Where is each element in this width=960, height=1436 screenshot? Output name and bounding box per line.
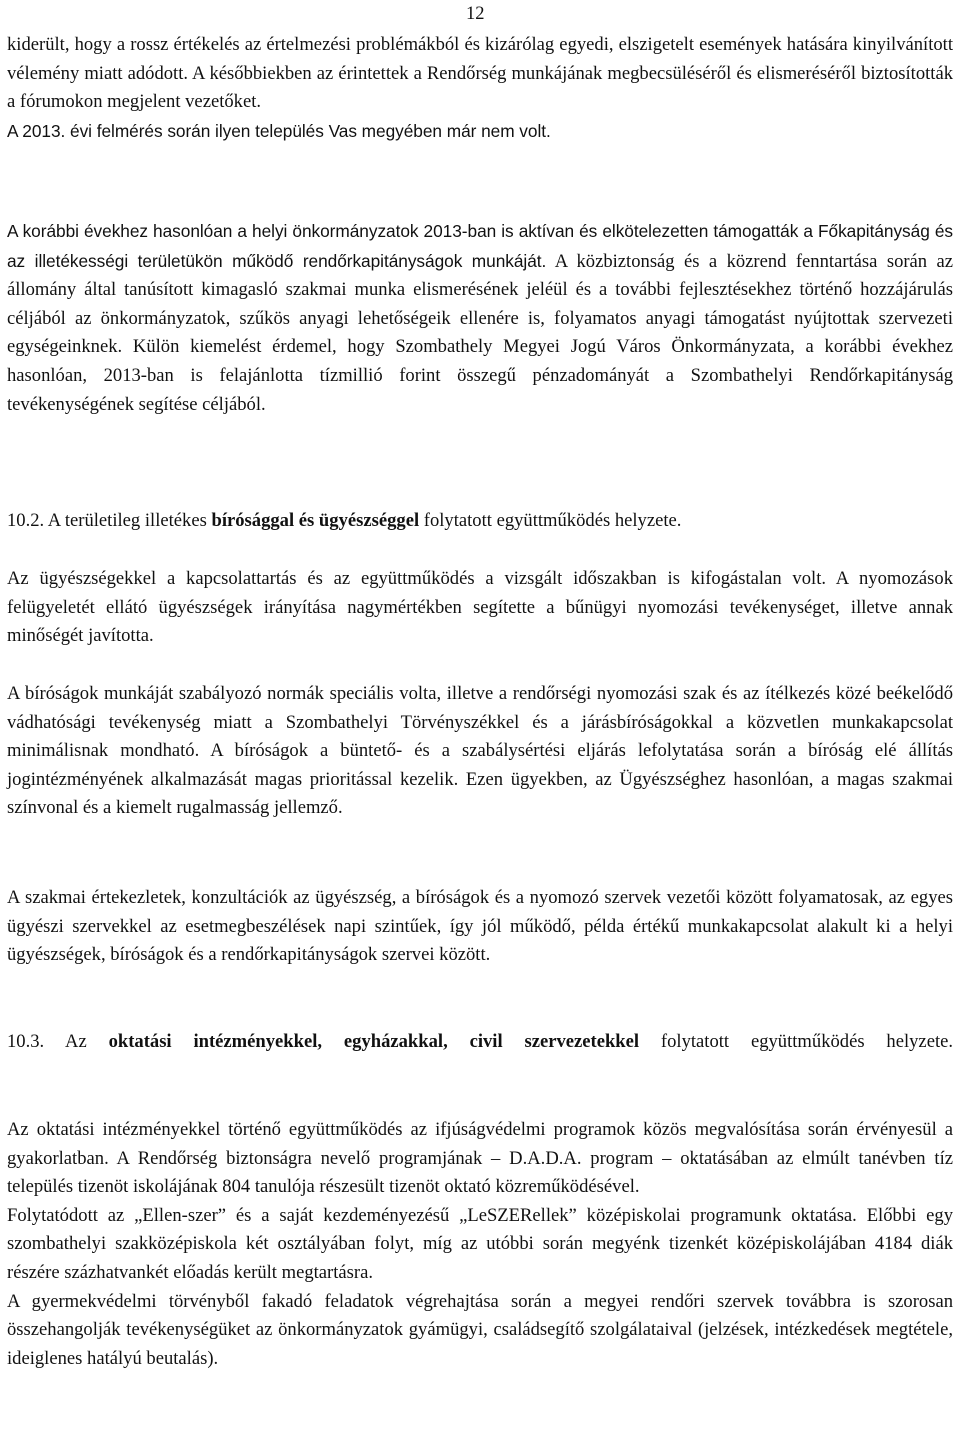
paragraph-education-cooperation (7, 1116, 953, 1373)
paragraph-local-governments-intro: A korábbi évekhez hasonlóan a helyi önkormányzatok 2013-ban is aktívan és elkötelezetten támogatták a Főkapitányság és az illetékességi területükön működő rendőrkapitányságok munkáját. (7, 221, 953, 271)
section-heading-10-2-bold: bírósággal és ügyészséggel (211, 510, 420, 531)
paragraph-professional-meetings: A szakmai értekezletek, konzultációk az ügyészség, a bíróságok és a nyomozó szervek vezetői között folyamatosak, az egyes ügyészi szervekkel az esetmegbeszélések napi szintűek, így jól működő, példa értékű munkakapcsolat alakult ki a helyi ügyészségek, bíróságok és a rendőrkapitányságok szervei között. (7, 887, 953, 966)
section-heading-10-3-prefix: Az (65, 1031, 109, 1052)
paragraph-survey-result (7, 31, 953, 146)
section-heading-10-3 (7, 1028, 953, 1057)
paragraph-survey-result-text: kiderült, hogy a rossz értékelés az értelmezési problémákból és kizárólag egyedi, elszigetelt események hatására kinyilvánított vélemény miatt adódott. A későbbiekben az érintettek a Rendőrség munkájának megbecsüléséről és elismeréséről biztosították a fórumokon megjelent vezetőket. (7, 34, 953, 113)
section-heading-10-3-line (7, 1028, 953, 1057)
section-heading-10-3-bold: oktatási intézményekkel, egyházakkal, civil szervezetekkel (108, 1031, 640, 1052)
section-heading-10-2-suffix: folytatott együttműködés helyzete. (419, 510, 682, 531)
paragraph-education-programs: Folytatódott az „Ellen-szer” és a saját kezdeményezésű „LeSZERellek” középiskolai programunk oktatása. Előbbi egy szombathelyi szakközépiskola két osztályában folyt, míg az utóbbi során megyénk tizenkét középiskolájában 4184 diák részére százhatvankét előadás került megtartásra. (7, 1204, 953, 1283)
paragraph-prosecutors: Az ügyészségekkel a kapcsolattartás és az együttműködés a vizsgált időszakban is kifogástalan volt. A nyomozások felügyeletét ellátó ügyészségek irányítása nagymértékben segítette a bűnügyi nyomozási tevékenységet, illetve annak minőségét javította. (7, 568, 953, 647)
paragraph-local-governments (7, 217, 953, 419)
paragraph-courts: A bíróságok munkáját szabályozó normák speciális volta, illetve a rendőrségi nyomozási szak és az ítélkezés közé beékelődő vádhatósági tevékenység miatt a Szombathelyi Törvényszékkel és a járásbíróságokkal a közvetlen munkakapcsolat minimálisnak mondható. A bíróságok a büntető- és a szabálysértési eljárás lefolytatása során a bíróság elé állítás jogintézményének alkalmazását magas prioritással kezelik. Ezen ügyekben, az Ügyészséghez hasonlóan, a magas szakmai színvonal és a kiemelt rugalmasság jellemző. (7, 683, 953, 819)
section-heading-10-3-number: 10.3. (7, 1031, 45, 1052)
paragraph-survey-result-note: A 2013. évi felmérés során ilyen település Vas megyében már nem volt. (7, 120, 551, 141)
section-heading-10-2 (7, 507, 953, 536)
section-heading-10-2-prefix: 10.2. A területileg illetékes (7, 510, 212, 531)
page-number: 12 (466, 4, 485, 24)
paragraph-local-governments-text: A közbiztonság és a közrend fenntartása során az állomány által tanúsított kimagasló szakmai munka elismerésének jeléül és a további fejlesztésekhez történő hozzájárulás céljából az önkormányzatok, szűkös anyagi lehetőségeik ellenére is, folyamatos anyagi támogatást nyújtottak szervezeti egységeinknek. Külön kiemelést érdemel, hogy Szombathely Megyei Jogú Város Önkormányzata, a korábbi évekhez hasonlóan, 2013-ban is felajánlotta tízmillió forint összegű pénzadományát a Szombathelyi Rendőrkapitányság tevékenységének segítése céljából. (7, 250, 954, 415)
paragraph-child-protection: A gyermekvédelmi törvényből fakadó feladatok végrehajtása során a megyei rendőri szervek továbbra is szorosan összehangolják tevékenységüket az önkormányzatok gyámügyi, családsegítő szolgálataival (jelzések, intézkedések megtétele, ideiglenes hatályú beutalás). (7, 1290, 953, 1369)
section-heading-10-3-suffix: folytatott együttműködés helyzete. (639, 1031, 954, 1052)
paragraph-education-dada: Az oktatási intézményekkel történő együttműködés az ifjúságvédelmi programok közös megvalósítása során érvényesül a gyakorlatban. A Rendőrség biztonságra nevelő programjának – D.A.D.A. program – oktatásában az elmúlt tanévben tíz település tizenöt iskolájának 804 tanulója részesült tizenöt oktató közreműködésével. (7, 1119, 953, 1198)
